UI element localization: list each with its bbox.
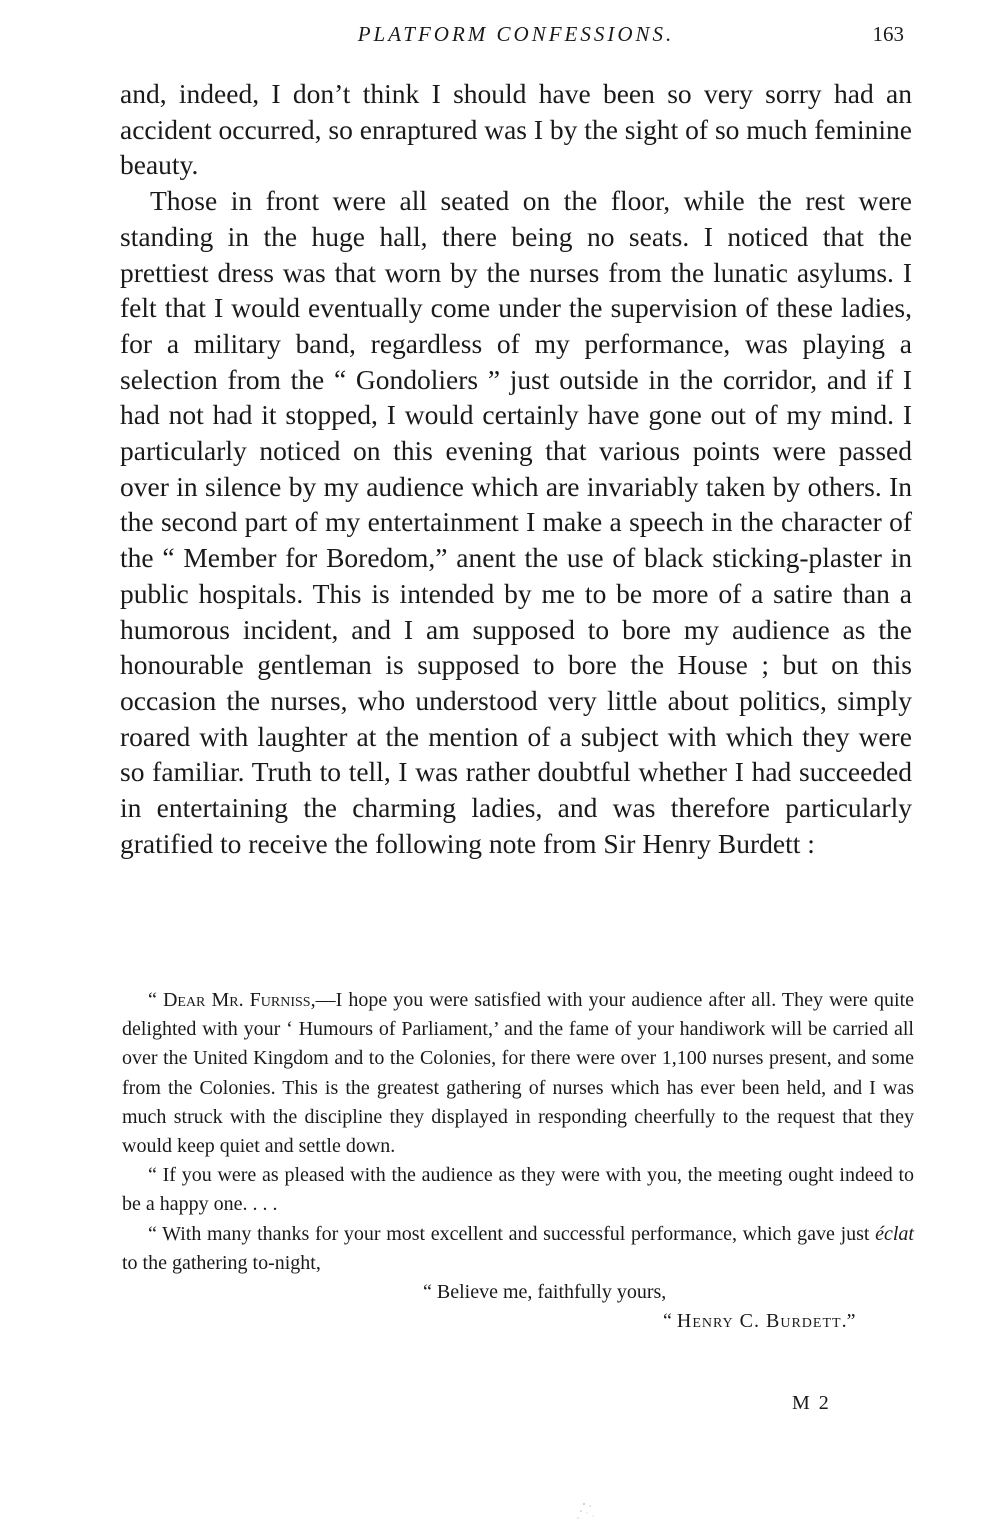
letter-paragraph-3-after: to the gathering to-night,: [122, 1251, 321, 1274]
body-paragraph-continued: and, indeed, I don’t think I should have been so very sorry had an accident occurred, so enraptured was I by the sight of so much feminine beauty.: [120, 78, 912, 181]
letter-eclat: éclat: [875, 1222, 914, 1245]
signature-mark: M 2: [792, 1392, 831, 1414]
letter-signature: [122, 1307, 914, 1336]
letter-paragraph-1-text: ,—I hope you were satisfied with your audience after all. They were quite delighted with your ‘ Humours of Parliament,’ and the fame of your handiwork will be carried all over the United Kingdom and to the Colonies, for there were over 1,100 nurses present, and some from the Colonies. This is the greatest gathering of nurses which has ever been held, and I was much struck with the discipline they displayed in responding cheerfully to the request that they would keep quiet and settle down.: [122, 989, 914, 1158]
letter-paragraph-1: [122, 986, 914, 1161]
page-number: 163: [872, 22, 904, 46]
letter-open-quote: “: [148, 989, 163, 1011]
running-head: [120, 22, 912, 50]
signature-close-quote: .”: [841, 1310, 856, 1333]
body-paragraph-nurses: Those in front were all seated on the floor, while the rest were standing in the huge hall, there being no seats. I noticed that the prettiest dress was that worn by the nurses from the lunatic asylums. I felt that I would eventually come under the supervision of these ladies, for a military band, regardless of my performance, was playing a selection from the “ Gondoliers ” just outside in the corridor, and if I had not had it stopped, I would certainly have gone out of my mind. I particularly noticed on this evening that various points were passed over in silence by my audience which are invariably taken by others. In the second part of my entertainment I make a speech in the character of the “ Member for Boredom,” anent the use of black sticking-plaster in public hospitals. This is intended by me to be more of a satire than a humorous incident, and I am supposed to bore my audience as the honourable gentleman is supposed to bore the House ; but on this occasion the nurses, who understood very little about politics, simply roared with laughter at the mention of a subject with which they were so familiar. Truth to tell, I was rather doubtful whether I had succeeded in entertaining the charming ladies, and was therefore particularly gratified to receive the following note from Sir Henry Burdett :: [120, 185, 912, 859]
quoted-letter: [122, 986, 914, 1336]
letter-paragraph-3-before: “ With many thanks for your most excellent and successful performance, which gave just: [148, 1222, 876, 1245]
scan-speck-mark: [566, 1500, 602, 1524]
letter-salutation: Dear Mr. Furniss: [162, 989, 311, 1011]
letter-paragraph-2: “ If you were as pleased with the audience as they were with you, the meeting ought indeed to be a happy one. . . .: [122, 1164, 914, 1216]
running-title: PLATFORM CONFESSIONS.: [357, 22, 675, 46]
letter-paragraph-3: [122, 1220, 914, 1278]
signature-open-quote: “: [663, 1310, 677, 1333]
body-text: [120, 76, 912, 861]
letter-valediction: “ Believe me, faithfully yours,: [423, 1281, 667, 1304]
signature-name: Henry C. Burdett: [676, 1310, 842, 1333]
